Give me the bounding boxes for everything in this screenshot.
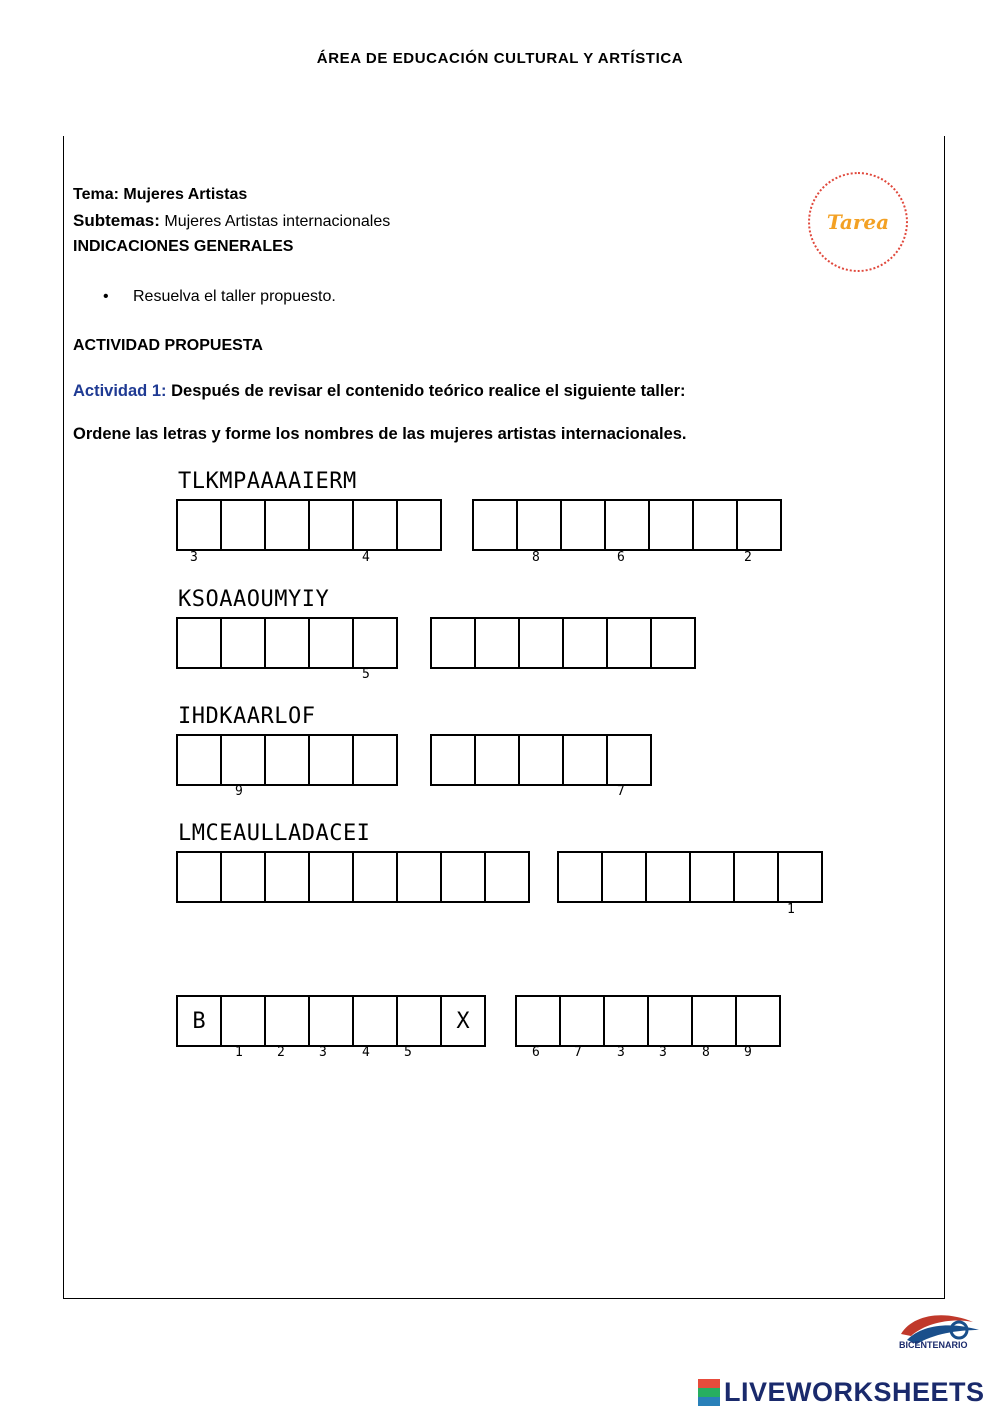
- letter-box[interactable]: [222, 736, 266, 784]
- letter-box[interactable]: [779, 853, 821, 901]
- clue-number: 2: [744, 550, 752, 565]
- letter-box[interactable]: [564, 736, 608, 784]
- bullet-text: Resuelva el taller propuesto.: [133, 288, 336, 305]
- letter-box[interactable]: [398, 853, 442, 901]
- letter-box[interactable]: [178, 501, 222, 549]
- letter-box[interactable]: [432, 619, 476, 667]
- liveworksheets-brand: [698, 1377, 985, 1408]
- letter-box[interactable]: [354, 619, 396, 667]
- answer-boxes-3b: [430, 734, 652, 786]
- letter-box[interactable]: [520, 619, 564, 667]
- letter-box[interactable]: [310, 501, 354, 549]
- letter-box[interactable]: [564, 619, 608, 667]
- scramble-word-4: LMCEAULLADACEI: [178, 821, 371, 846]
- letter-box[interactable]: [266, 736, 310, 784]
- clue-number: 5: [362, 667, 370, 682]
- clue-number: 4: [362, 550, 370, 565]
- letter-box[interactable]: [398, 501, 440, 549]
- letter-box[interactable]: [606, 501, 650, 549]
- letter-box[interactable]: [694, 501, 738, 549]
- letter-box[interactable]: [178, 736, 222, 784]
- page-header-title: ÁREA DE EDUCACIÓN CULTURAL Y ARTÍSTICA: [316, 50, 684, 67]
- letter-box[interactable]: [561, 997, 605, 1045]
- letter-box[interactable]: [354, 853, 398, 901]
- clue-number: 5: [404, 1045, 412, 1060]
- subtema-value: Mujeres Artistas internacionales: [159, 213, 391, 230]
- letter-box[interactable]: [222, 501, 266, 549]
- letter-box[interactable]: [605, 997, 649, 1045]
- actividad-propuesta-heading: ACTIVIDAD PROPUESTA: [73, 337, 263, 354]
- letter-box[interactable]: [608, 619, 652, 667]
- answer-boxes-1a: [176, 499, 442, 551]
- letter-box-filled: B: [178, 997, 222, 1045]
- letter-box[interactable]: [178, 853, 222, 901]
- scramble-word-3: IHDKAARLOF: [178, 704, 316, 729]
- clue-number: 3: [190, 550, 198, 565]
- letter-box[interactable]: [693, 997, 737, 1045]
- letter-box[interactable]: [559, 853, 603, 901]
- letter-box[interactable]: [222, 619, 266, 667]
- letter-box[interactable]: [647, 853, 691, 901]
- letter-box[interactable]: [737, 997, 779, 1045]
- letter-box[interactable]: [432, 736, 476, 784]
- scramble-word-2: KSOAAOUMYIY: [178, 587, 330, 612]
- clue-number: 9: [235, 784, 243, 799]
- letter-box[interactable]: [310, 736, 354, 784]
- tarea-stamp-text: Tarea: [826, 210, 890, 234]
- instructions-text: Ordene las letras y forme los nombres de las mujeres artistas internacionales.: [73, 425, 687, 443]
- answer-boxes-2a: [176, 617, 398, 669]
- letter-box[interactable]: [178, 619, 222, 667]
- letter-box[interactable]: [649, 997, 693, 1045]
- final-boxes-b: [515, 995, 781, 1047]
- indicaciones-heading: INDICACIONES GENERALES: [73, 238, 294, 255]
- scramble-word-1: TLKMPAAAAIERM: [178, 469, 357, 494]
- bicentenario-emblem-icon: [893, 1300, 985, 1362]
- letter-box[interactable]: [398, 997, 442, 1045]
- actividad1-text: Después de revisar el contenido teórico realice el siguiente taller:: [166, 382, 686, 400]
- liveworksheets-logo-icon: [698, 1379, 720, 1407]
- letter-box[interactable]: [476, 619, 520, 667]
- bicentenario-text: BICENTENARIO: [899, 1340, 968, 1350]
- answer-boxes-3a: [176, 734, 398, 786]
- clue-number: 6: [617, 550, 625, 565]
- letter-box[interactable]: [310, 619, 354, 667]
- letter-box[interactable]: [266, 997, 310, 1045]
- letter-box[interactable]: [474, 501, 518, 549]
- letter-box[interactable]: [310, 997, 354, 1045]
- bullet-item: [103, 288, 336, 306]
- letter-box[interactable]: [520, 736, 564, 784]
- answer-boxes-4b: [557, 851, 823, 903]
- clue-number: 7: [574, 1045, 582, 1060]
- letter-box[interactable]: [222, 997, 266, 1045]
- actividad1-line: [73, 382, 686, 401]
- letter-box-filled: X: [456, 1008, 470, 1034]
- letter-box[interactable]: [486, 853, 528, 901]
- actividad1-label: Actividad 1:: [73, 382, 167, 400]
- clue-number: 8: [532, 550, 540, 565]
- bicentenario-logo: [893, 1300, 985, 1362]
- tarea-stamp: [808, 172, 908, 272]
- subtema-line: [73, 211, 390, 231]
- clue-number: 1: [787, 902, 795, 917]
- letter-box[interactable]: [354, 997, 398, 1045]
- subtema-label: Subtemas:: [73, 211, 160, 230]
- letter-box[interactable]: [562, 501, 606, 549]
- letter-box[interactable]: [518, 501, 562, 549]
- clue-number: 1: [235, 1045, 243, 1060]
- letter-box[interactable]: [650, 501, 694, 549]
- letter-box[interactable]: [222, 853, 266, 901]
- bullet-dot-icon: •: [103, 288, 109, 305]
- clue-number: 8: [702, 1045, 710, 1060]
- letter-box[interactable]: [310, 853, 354, 901]
- clue-number: 3: [319, 1045, 327, 1060]
- letter-box[interactable]: [266, 853, 310, 901]
- clue-number: 4: [362, 1045, 370, 1060]
- letter-box[interactable]: [266, 619, 310, 667]
- final-boxes-a: [176, 995, 486, 1047]
- letter-box[interactable]: [738, 501, 780, 549]
- letter-box[interactable]: [652, 619, 694, 667]
- letter-box[interactable]: [517, 997, 561, 1045]
- letter-box[interactable]: [735, 853, 779, 901]
- letter-box[interactable]: [608, 736, 650, 784]
- tema-heading: Tema: Mujeres Artistas: [73, 186, 248, 203]
- letter-box[interactable]: [354, 501, 398, 549]
- answer-boxes-2b: [430, 617, 696, 669]
- clue-number: 3: [617, 1045, 625, 1060]
- letter-box[interactable]: [476, 736, 520, 784]
- letter-box[interactable]: [266, 501, 310, 549]
- answer-boxes-4a: [176, 851, 530, 903]
- answer-boxes-1b: [472, 499, 782, 551]
- clue-number: 2: [277, 1045, 285, 1060]
- liveworksheets-text: LIVEWORKSHEETS: [724, 1377, 985, 1407]
- letter-box[interactable]: [603, 853, 647, 901]
- letter-box[interactable]: [442, 853, 486, 901]
- clue-number: 9: [744, 1045, 752, 1060]
- clue-number: 3: [659, 1045, 667, 1060]
- letter-box[interactable]: [691, 853, 735, 901]
- clue-number: 7: [617, 784, 625, 799]
- clue-number: 6: [532, 1045, 540, 1060]
- letter-box[interactable]: [354, 736, 396, 784]
